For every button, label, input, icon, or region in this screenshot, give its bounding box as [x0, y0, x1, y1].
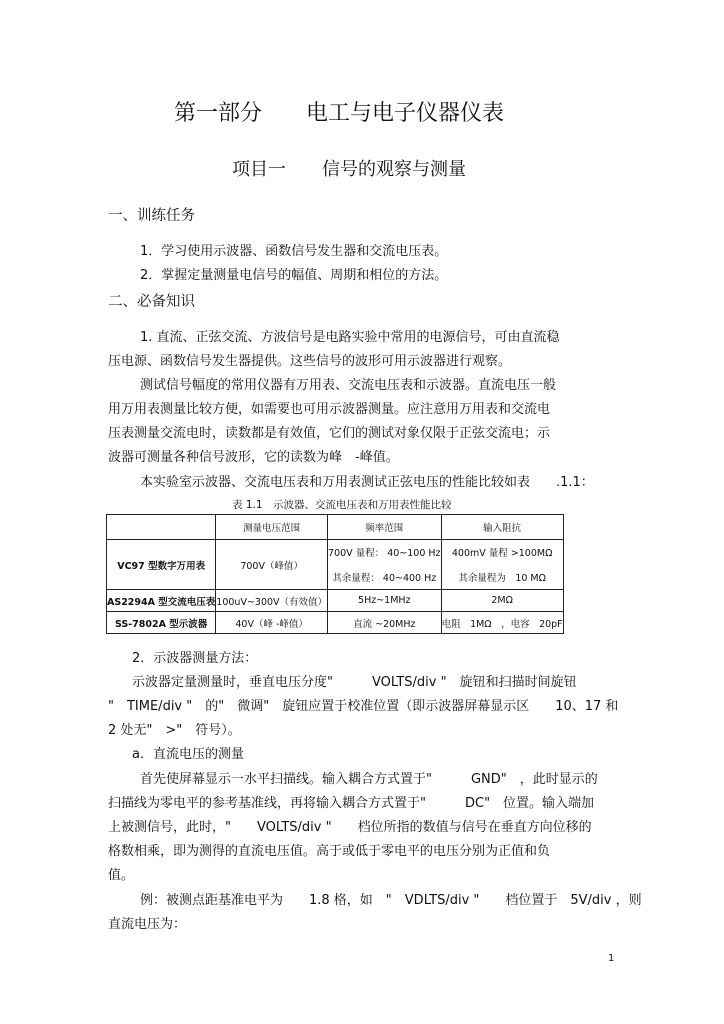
paragraph-line: 上被测信号，此时，" VOLTS/div " 档位所指的数值与信号在垂直方向位移的	[108, 820, 592, 835]
paragraph-line: 值。	[108, 868, 135, 883]
table-cell-range: 100uV~300V（有效值）	[216, 590, 328, 612]
subsection-heading-dc: a．直流电压的测量	[132, 747, 244, 762]
table-cell-impedance: 2MΩ	[441, 590, 563, 612]
comparison-table	[106, 514, 564, 634]
table-row	[107, 540, 564, 565]
table-header-row	[107, 515, 564, 540]
paragraph-line: 格数相乘，即为测得的直流电压值。高于或低于零电平的电压分别为正值和负	[108, 844, 551, 859]
paragraph-line: 例：被测点距基准电平为 1.8 格，如 " VDLTS/div " 档位置于 5V/div ，则	[140, 893, 642, 908]
paragraph-line: 用万用表测量比较方便，如需要也可用示波器测量。应注意用万用表和交流电	[108, 402, 551, 417]
task-item-1: 1．学习使用示波器、函数信号发生器和交流电压表。	[140, 244, 448, 259]
table-cell-instrument: AS2294A 型交流电压表	[107, 590, 216, 612]
page-number: 1	[608, 953, 615, 964]
page-title: 第一部分 电工与电子仪器仪表	[174, 101, 505, 126]
paragraph-line: 压电源、函数信号发生器提供。这些信号的波形可用示波器进行观察。	[108, 354, 512, 369]
paragraph-line: 波器可测量各种信号波形，它的读数为峰 -峰值。	[108, 450, 399, 465]
paragraph-line: 直流电压为：	[108, 917, 187, 932]
paragraph-line: 测试信号幅度的常用仪器有万用表、交流电压表和示波器。直流电压一般	[140, 378, 557, 393]
task-item-2: 2．掌握定量测量电信号的幅值、周期和相位的方法。	[140, 268, 448, 283]
table-cell-impedance: 电阻 1MΩ ，电容 20pF	[441, 612, 563, 634]
table-cell-range: 40V（峰 -峰值）	[216, 612, 328, 634]
project-title: 项目一 信号的观察与测量	[232, 159, 466, 180]
paragraph-line: 本实验室示波器、交流电压表和万用表测试正弦电压的性能比较如表 .1.1：	[140, 475, 594, 490]
table-cell-range: 700V（峰值）	[216, 540, 328, 590]
paragraph-line: 1. 直流、正弦交流、方波信号是电路实验中常用的电源信号，可由直流稳	[140, 330, 560, 345]
paragraph-line: 扫描线为零电平的参考基准线，再将输入耦合方式置于" DC" 位置。输入端加	[108, 796, 595, 811]
table-cell-impedance: 400mV 量程 >100MΩ	[441, 540, 563, 565]
paragraph-line: 压表测量交流电时，读数都是有效值，它们的测试对象仅限于正弦交流电；示	[108, 426, 551, 441]
table-caption: 表 1.1 示波器、交流电压表和万用表性能比较	[232, 499, 452, 511]
table-header-cell: 频率范围	[328, 515, 442, 540]
table-header-cell	[107, 515, 216, 540]
section-heading-knowledge: 二、必备知识	[108, 294, 195, 310]
table-cell-instrument: VC97 型数字万用表	[107, 540, 216, 590]
paragraph-line: " TIME/div " 的" 微调" 旋钮应置于校准位置（即示波器屏幕显示区 10、17 和	[108, 699, 619, 714]
table-header-cell: 输入阻抗	[441, 515, 563, 540]
method-heading: 2．示波器测量方法：	[132, 651, 258, 666]
paragraph-line: 示波器定量测量时，垂直电压分度" VOLTS/div " 旋钮和扫描时间旋钮	[132, 675, 577, 690]
paragraph-line: 2 处无" >" 符号）。	[108, 723, 241, 738]
table-cell-instrument: SS-7802A 型示波器	[107, 612, 216, 634]
paragraph-line: 首先使屏幕显示一水平扫描线。输入耦合方式置于" GND" ，此时显示的	[140, 772, 598, 787]
table-cell-freq: 700V 量程： 40~100 Hz	[328, 540, 442, 565]
table-row	[107, 612, 564, 634]
table-header-cell: 测量电压范围	[216, 515, 328, 540]
section-heading-tasks: 一、训练任务	[108, 208, 195, 224]
table-cell-freq: 其余量程： 40~400 Hz	[328, 565, 442, 590]
table-cell-impedance: 其余量程为 10 MΩ	[441, 565, 563, 590]
table-cell-freq: 直流 ~20MHz	[328, 612, 442, 634]
table-row	[107, 590, 564, 612]
table-cell-freq: 5Hz~1MHz	[328, 590, 442, 612]
